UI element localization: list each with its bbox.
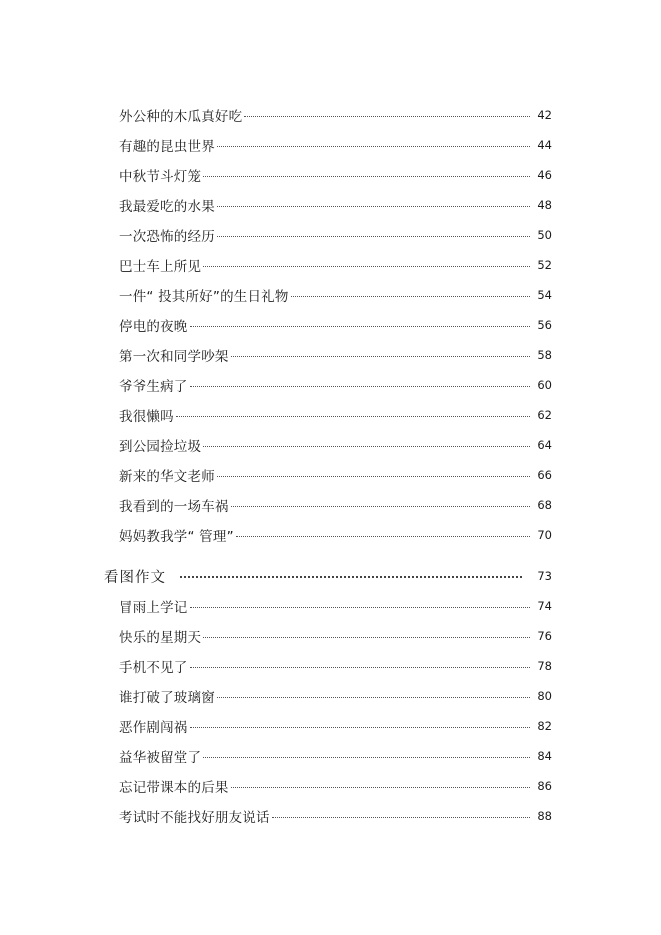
toc-entry-page: 70 [537, 528, 552, 542]
toc-entry-title: 妈妈教我学“ 管理” [119, 529, 234, 545]
toc-entry-page: 56 [537, 318, 552, 332]
toc-entry[interactable] [119, 283, 552, 307]
toc-entry-title: 恶作剧闯祸 [119, 720, 188, 736]
toc-entry-page: 62 [537, 408, 552, 422]
toc-entry[interactable] [119, 804, 552, 828]
toc-entry-page: 54 [537, 288, 552, 302]
toc-entry[interactable] [119, 253, 552, 277]
dot-leader [176, 416, 530, 417]
dot-leader [190, 667, 531, 668]
toc-entry[interactable] [119, 523, 552, 547]
toc-entry-page: 66 [537, 468, 552, 482]
toc-entry-title: 一次恐怖的经历 [119, 229, 215, 245]
toc-entry-title: 我最爱吃的水果 [119, 199, 215, 215]
toc-entry-title: 到公园捡垃圾 [119, 439, 202, 455]
dot-leader [217, 697, 530, 698]
toc-entry[interactable] [119, 103, 552, 127]
dot-leader [217, 146, 530, 147]
toc-entry-title: 外公种的木瓜真好吃 [119, 109, 243, 125]
dot-leader [203, 757, 530, 758]
toc-entry-title: 考试时不能找好朋友说话 [119, 810, 270, 826]
toc-entry-page: 80 [537, 689, 552, 703]
toc-entry-title: 忘记带课本的后果 [119, 780, 229, 796]
toc-section-heading[interactable] [104, 564, 552, 588]
toc-entry[interactable] [119, 774, 552, 798]
toc-entry-page: 78 [537, 659, 552, 673]
toc-entry[interactable] [119, 624, 552, 648]
toc-entry[interactable] [119, 403, 552, 427]
toc-entry[interactable] [119, 373, 552, 397]
toc-entry[interactable] [119, 343, 552, 367]
toc-entry-page: 88 [537, 809, 552, 823]
toc-entry-title: 第一次和同学吵架 [119, 349, 229, 365]
toc-entry-page: 76 [537, 629, 552, 643]
toc-entry-title: 我很懒吗 [119, 409, 174, 425]
dot-leader [231, 356, 530, 357]
dot-leader [180, 576, 522, 578]
toc-entry-title: 巴士车上所见 [119, 259, 202, 275]
toc-entry[interactable] [119, 463, 552, 487]
dot-leader [190, 607, 531, 608]
toc-entry[interactable] [119, 433, 552, 457]
toc-entry[interactable] [119, 193, 552, 217]
dot-leader [236, 536, 530, 537]
dot-leader [217, 476, 530, 477]
toc-entry-page: 60 [537, 378, 552, 392]
toc-entry-title: 一件“ 投其所好”的生日礼物 [119, 289, 289, 305]
dot-leader [203, 446, 530, 447]
dot-leader [217, 206, 530, 207]
toc-entry[interactable] [119, 684, 552, 708]
section-title: 看图作文 [104, 569, 166, 586]
toc-entry-page: 52 [537, 258, 552, 272]
toc-entry-title: 新来的华文老师 [119, 469, 215, 485]
toc-entry[interactable] [119, 223, 552, 247]
dot-leader [231, 787, 530, 788]
toc-entry-title: 中秋节斗灯笼 [119, 169, 202, 185]
toc-entry-page: 68 [537, 498, 552, 512]
toc-entry-title: 停电的夜晚 [119, 319, 188, 335]
toc-entry[interactable] [119, 594, 552, 618]
dot-leader [291, 296, 530, 297]
toc-entry-title: 有趣的昆虫世界 [119, 139, 215, 155]
toc-entry-page: 48 [537, 198, 552, 212]
section-page: 73 [537, 569, 552, 583]
toc-entry[interactable] [119, 654, 552, 678]
toc-entry-title: 益华被留堂了 [119, 750, 202, 766]
toc-entry-title: 手机不见了 [119, 660, 188, 676]
toc-entry-title: 爷爷生病了 [119, 379, 188, 395]
toc-entry-page: 84 [537, 749, 552, 763]
toc-entry[interactable] [119, 714, 552, 738]
dot-leader [272, 817, 530, 818]
dot-leader [190, 727, 531, 728]
toc-entry-page: 86 [537, 779, 552, 793]
dot-leader [203, 266, 530, 267]
toc-entry-title: 冒雨上学记 [119, 600, 188, 616]
toc-entry[interactable] [119, 163, 552, 187]
toc-entry-page: 58 [537, 348, 552, 362]
toc-entry-page: 46 [537, 168, 552, 182]
toc-entry-title: 快乐的星期天 [119, 630, 202, 646]
dot-leader [231, 506, 530, 507]
dot-leader [203, 176, 530, 177]
toc-entry-page: 82 [537, 719, 552, 733]
toc-entry[interactable] [119, 493, 552, 517]
dot-leader [190, 326, 531, 327]
dot-leader [217, 236, 530, 237]
dot-leader [203, 637, 530, 638]
dot-leader [244, 116, 530, 117]
toc-entry-page: 64 [537, 438, 552, 452]
toc-entry-page: 50 [537, 228, 552, 242]
toc-entry-page: 44 [537, 138, 552, 152]
toc-entry-page: 74 [537, 599, 552, 613]
toc-entry-page: 42 [537, 108, 552, 122]
toc-entry[interactable] [119, 133, 552, 157]
toc-entry-title: 我看到的一场车祸 [119, 499, 229, 515]
toc-entry-title: 谁打破了玻璃窗 [119, 690, 215, 706]
dot-leader [190, 386, 531, 387]
toc-entry[interactable] [119, 313, 552, 337]
toc-entry[interactable] [119, 744, 552, 768]
